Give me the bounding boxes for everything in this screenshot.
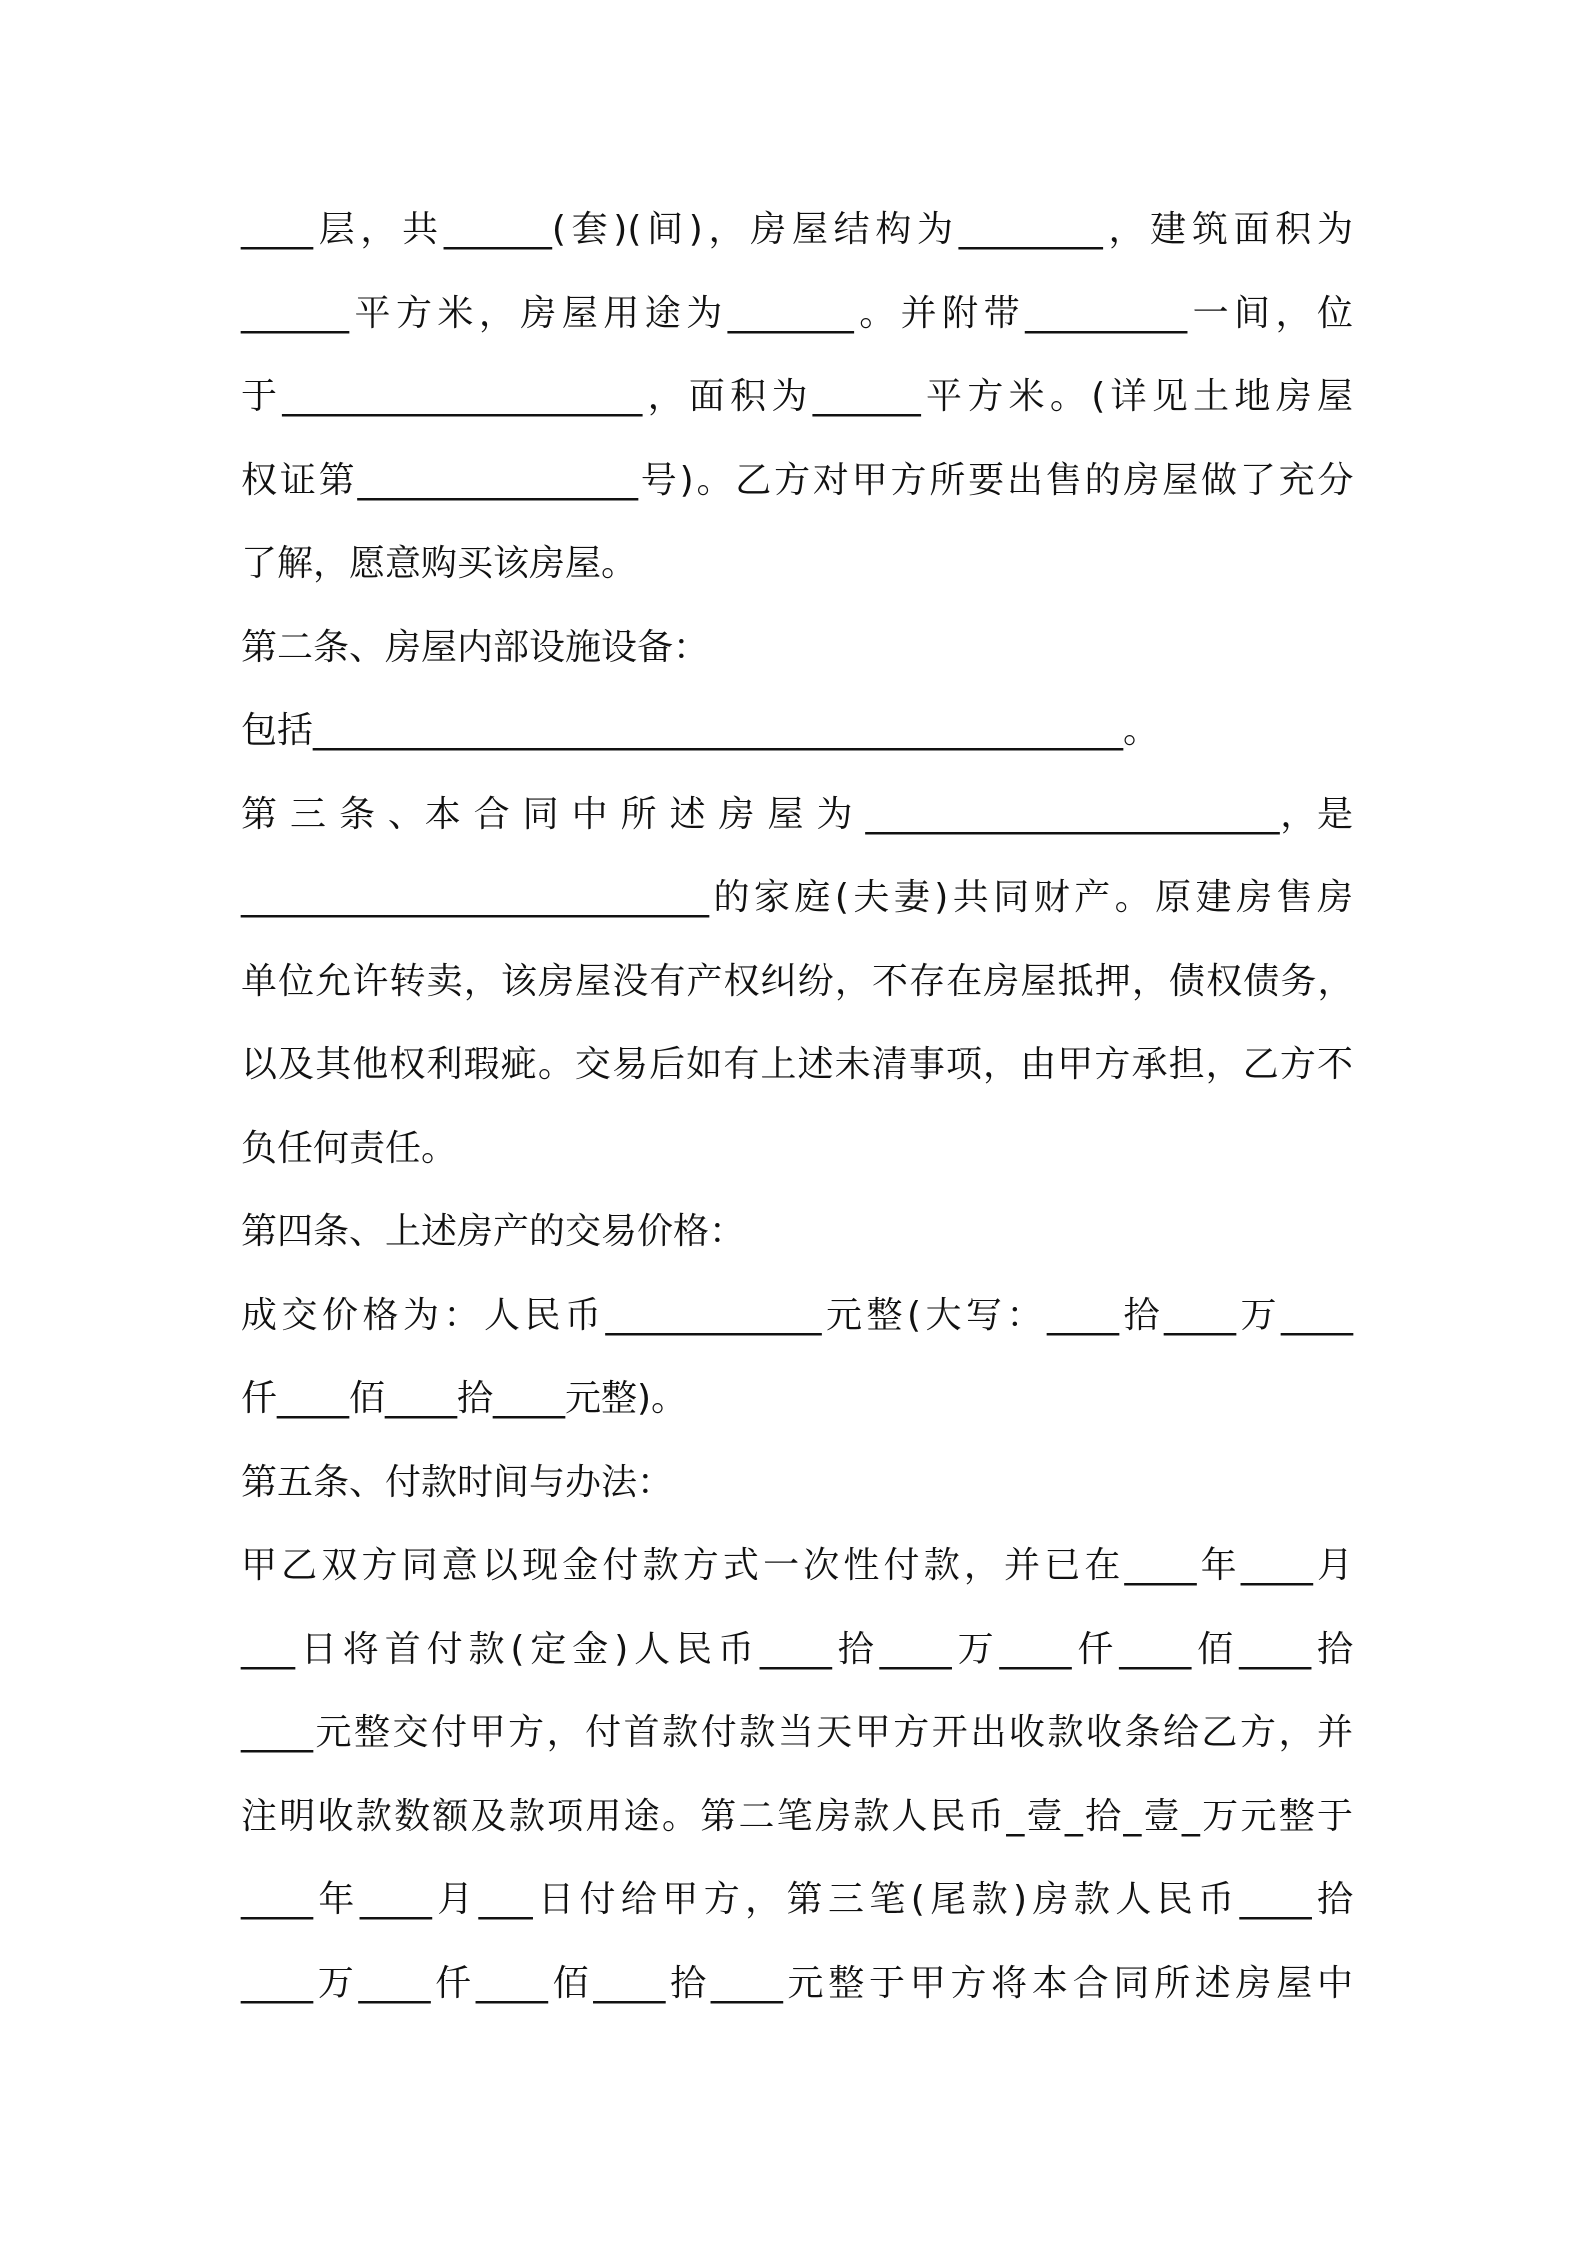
article-5-heading: 第五条、付款时间与办法：: [241, 1461, 674, 1503]
payment-line-1: 甲乙双方同意以现金付款方式一次性付款，并已在____年____月: [241, 1545, 1353, 1586]
text-line-1: ____层，共______(套)(间)，房屋结构为________，建筑面积为: [241, 209, 1353, 250]
payment-line-6: ____万____仟____佰____拾____元整于甲方将本合同所述房屋中: [241, 1962, 1353, 2004]
article-4-heading: 第四条、上述房产的交易价格：: [241, 1211, 746, 1252]
text-line-11: 以及其他权利瑕疵。交易后如有上述未清事项，由甲方承担，乙方不: [241, 1044, 1353, 1085]
text-line-2: ______平方米，房屋用途为_______。并附带_________一间，位: [241, 292, 1353, 334]
contract-body: [241, 198, 1353, 2035]
text-line-3: 于____________________，面积为______平方米。(详见土地房屋: [241, 376, 1353, 417]
article-2-heading: 第二条、房屋内部设施设备：: [241, 626, 710, 668]
text-line-7: 包括_____________________________________________。: [241, 710, 1159, 751]
text-line-10: 单位允许转卖，该房屋没有产权纠纷，不存在房屋抵押，债权债务，: [241, 960, 1353, 1002]
text-line-5: 了解，愿意购买该房屋。: [241, 543, 638, 584]
article-3-line-1: 第 三 条 、本 合 同 中 所 述 房 屋 为 _______________________，是: [241, 793, 1353, 835]
payment-line-4: 注明收款数额及款项用途。第二笔房款人民币_壹_拾_壹_万元整于: [241, 1795, 1353, 1837]
price-line-1: 成交价格为：人民币____________元整(大写：____拾____万____: [241, 1294, 1353, 1336]
text-line-12: 负任何责任。: [241, 1127, 458, 1169]
price-line-2: 仟____佰____拾____元整)。: [241, 1378, 688, 1419]
payment-line-5: ____年____月___日付给甲方，第三笔(尾款)房款人民币____拾: [241, 1879, 1353, 1920]
text-line-9: __________________________的家庭(夫妻)共同财产。原建房售房: [241, 877, 1353, 918]
text-line-4: 权证第________________号)。乙方对甲方所要出售的房屋做了充分: [241, 459, 1353, 501]
payment-line-3: ____元整交付甲方，付首款付款当天甲方开出收款收条给乙方，并: [241, 1712, 1353, 1753]
payment-line-2: ___日将首付款(定金)人民币____拾____万____仟____佰____拾: [241, 1628, 1353, 1670]
